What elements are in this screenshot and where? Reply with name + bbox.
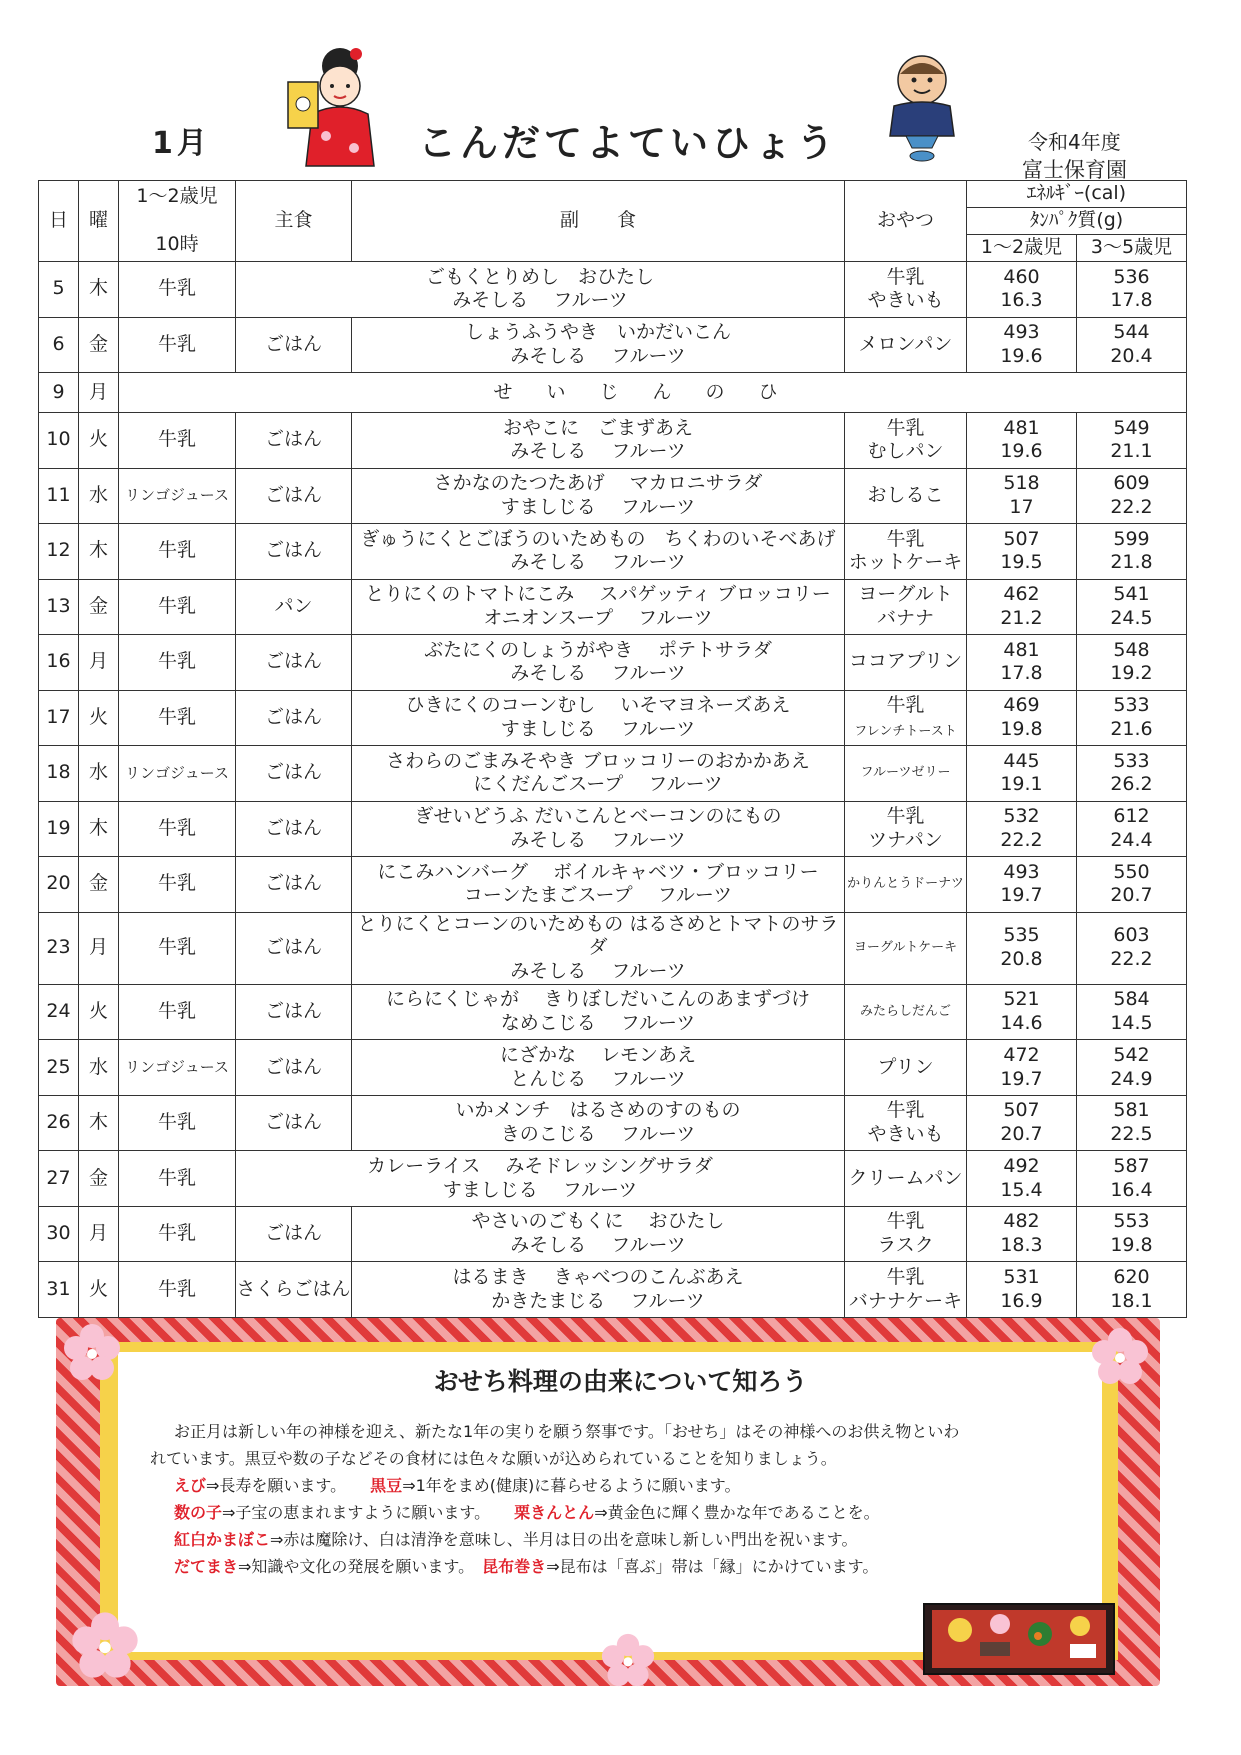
intro-line-1: お正月は新しい年の神様を迎え、新たな1年の実りを願う祭事です。「おせち」はその神様へのお供え物といわ [174, 1422, 960, 1441]
cell-10am-drink: 牛乳 [119, 635, 236, 691]
cell-10am-drink: 牛乳 [119, 317, 236, 373]
header-day: 日 [39, 181, 79, 262]
header-age-1-2: 1～2歳児 [967, 235, 1077, 262]
cell-10am-drink: 牛乳 [119, 579, 236, 635]
cell-weekday: 木 [79, 524, 119, 580]
cell-weekday: 月 [79, 635, 119, 691]
cell-weekday: 水 [79, 746, 119, 802]
cell-day: 13 [39, 579, 79, 635]
cell-age-3-5: 533 26.2 [1077, 746, 1187, 802]
cell-staple: ごはん [236, 746, 352, 802]
header-energy: ｴﾈﾙｷﾞｰ(cal) [967, 181, 1187, 208]
table-row [39, 524, 1187, 580]
cell-weekday: 金 [79, 579, 119, 635]
page-title: こんだてよていひょう [418, 121, 839, 165]
cell-age-1-2: 460 16.3 [967, 262, 1077, 318]
cell-day: 31 [39, 1262, 79, 1318]
table-row [39, 413, 1187, 469]
cell-weekday: 金 [79, 317, 119, 373]
cell-oyatsu: 牛乳 ラスク [845, 1206, 967, 1262]
cell-age-1-2: 535 20.8 [967, 912, 1077, 984]
cell-age-1-2: 531 16.9 [967, 1262, 1077, 1318]
cell-side-dish: ごもくとりめし おひたし みそしる フルーツ [236, 262, 845, 318]
cell-age-3-5: 612 24.4 [1077, 801, 1187, 857]
cell-age-1-2: 532 22.2 [967, 801, 1077, 857]
cell-day: 18 [39, 746, 79, 802]
cell-staple: ごはん [236, 317, 352, 373]
cell-age-1-2: 481 17.8 [967, 635, 1077, 691]
table-row [39, 1262, 1187, 1318]
cell-age-1-2: 462 21.2 [967, 579, 1077, 635]
cell-oyatsu: 牛乳 むしパン [845, 413, 967, 469]
osechi-box-illustration [920, 1590, 1120, 1676]
cell-day: 19 [39, 801, 79, 857]
header-protein: ﾀﾝﾊﾟｸ質(g) [967, 208, 1187, 235]
info-line-ebi: えび⇒長寿を願います。 黒豆⇒1年をまめ(健康)に暮らせるように願います。 [174, 1476, 741, 1495]
cell-oyatsu: プリン [845, 1040, 967, 1096]
cell-staple: ごはん [236, 1206, 352, 1262]
cell-oyatsu: フルーツゼリー [845, 746, 967, 802]
cell-day: 27 [39, 1151, 79, 1207]
cell-oyatsu: ヨーグルト バナナ [845, 579, 967, 635]
cell-age-3-5: 587 16.4 [1077, 1151, 1187, 1207]
cell-day: 17 [39, 690, 79, 746]
table-row [39, 262, 1187, 318]
cell-age-3-5: 549 21.1 [1077, 413, 1187, 469]
cell-10am-drink: 牛乳 [119, 262, 236, 318]
cell-10am-drink: 牛乳 [119, 1206, 236, 1262]
table-row [39, 857, 1187, 913]
table-row [39, 317, 1187, 373]
cell-weekday: 水 [79, 1040, 119, 1096]
info-line-kazunoko: 数の子⇒子宝の恵まれますように願います。 栗きんとん⇒黄金色に輝く豊かな年であることを。 [174, 1503, 880, 1522]
cell-day: 26 [39, 1095, 79, 1151]
table-row [39, 690, 1187, 746]
table-row [39, 1040, 1187, 1096]
cell-oyatsu: おしるこ [845, 468, 967, 524]
table-body [39, 262, 1187, 1318]
cell-day: 25 [39, 1040, 79, 1096]
cell-day: 10 [39, 413, 79, 469]
cell-staple: ごはん [236, 413, 352, 469]
cell-day: 12 [39, 524, 79, 580]
cell-holiday: せいじんのひ [119, 373, 1187, 413]
cell-10am-drink: 牛乳 [119, 524, 236, 580]
cell-10am-drink: 牛乳 [119, 801, 236, 857]
cell-staple: ごはん [236, 468, 352, 524]
cell-day: 11 [39, 468, 79, 524]
cell-age-3-5: 609 22.2 [1077, 468, 1187, 524]
cell-age-1-2: 472 19.7 [967, 1040, 1077, 1096]
cell-age-3-5: 581 22.5 [1077, 1095, 1187, 1151]
cell-day: 23 [39, 912, 79, 984]
cell-age-1-2: 507 20.7 [967, 1095, 1077, 1151]
table-header [39, 181, 1187, 262]
cell-age-1-2: 482 18.3 [967, 1206, 1077, 1262]
cell-age-3-5: 599 21.8 [1077, 524, 1187, 580]
cell-age-3-5: 541 24.5 [1077, 579, 1187, 635]
cell-oyatsu: 牛乳 フレンチトースト [845, 690, 967, 746]
cell-10am-drink: 牛乳 [119, 984, 236, 1040]
cell-day: 6 [39, 317, 79, 373]
cell-staple: ごはん [236, 912, 352, 984]
cell-side-dish: さかなのたつたあげ マカロニサラダ すましじる フルーツ [352, 468, 845, 524]
cell-age-3-5: 542 24.9 [1077, 1040, 1187, 1096]
table-row [39, 801, 1187, 857]
cell-weekday: 木 [79, 1095, 119, 1151]
cell-10am-drink: 牛乳 [119, 1262, 236, 1318]
cell-weekday: 月 [79, 373, 119, 413]
table-row [39, 912, 1187, 984]
cell-weekday: 火 [79, 413, 119, 469]
table-row [39, 579, 1187, 635]
cell-day: 9 [39, 373, 79, 413]
cell-side-dish: さわらのごまみそやき ブロッコリーのおかかあえ にくだんごスープ フルーツ [352, 746, 845, 802]
cell-side-dish: やさいのごもくに おひたし みそしる フルーツ [352, 1206, 845, 1262]
cell-side-dish: とりにくのトマトにこみ スパゲッティ ブロッコリー オニオンスープ フルーツ [352, 579, 845, 635]
cell-oyatsu: 牛乳 ホットケーキ [845, 524, 967, 580]
cell-oyatsu: 牛乳 バナナケーキ [845, 1262, 967, 1318]
cell-side-dish: にこみハンバーグ ボイルキャベツ・ブロッコリー コーンたまごスープ フルーツ [352, 857, 845, 913]
boy-spinning-top-illustration [872, 48, 976, 166]
cell-oyatsu: クリームパン [845, 1151, 967, 1207]
cell-age-1-2: 493 19.6 [967, 317, 1077, 373]
info-title: おせち料理の由来について知ろう [433, 1367, 808, 1396]
cell-age-1-2: 507 19.5 [967, 524, 1077, 580]
cell-weekday: 水 [79, 468, 119, 524]
intro-line-2: れています。黒豆や数の子などその食材には色々な願いが込められていることを知りましょう。 [150, 1449, 837, 1468]
cell-age-3-5: 584 14.5 [1077, 984, 1187, 1040]
cell-age-3-5: 544 20.4 [1077, 317, 1187, 373]
cell-age-3-5: 550 20.7 [1077, 857, 1187, 913]
cell-age-3-5: 536 17.8 [1077, 262, 1187, 318]
table-row [39, 746, 1187, 802]
cell-side-dish: とりにくとコーンのいためもの はるさめとトマトのサラダ みそしる フルーツ [352, 912, 845, 984]
cell-staple: ごはん [236, 1095, 352, 1151]
cell-oyatsu: みたらしだんご [845, 984, 967, 1040]
cell-side-dish: ぎせいどうふ だいこんとベーコンのにもの みそしる フルーツ [352, 801, 845, 857]
header-age-3-5: 3～5歳児 [1077, 235, 1187, 262]
cell-age-3-5: 548 19.2 [1077, 635, 1187, 691]
month-label: 1月 [152, 126, 211, 161]
cell-side-dish: にらにくじゃが きりぼしだいこんのあまずづけ なめこじる フルーツ [352, 984, 845, 1040]
cell-side-dish: ひきにくのコーンむし いそマヨネーズあえ すましじる フルーツ [352, 690, 845, 746]
cell-age-1-2: 518 17 [967, 468, 1077, 524]
plum-blossom-icon [600, 1632, 656, 1688]
info-line-datemaki: だてまき⇒知識や文化の発展を願います。 昆布巻き⇒昆布は「喜ぶ」帯は「縁」にかけています。 [174, 1557, 879, 1576]
cell-10am-drink: 牛乳 [119, 1095, 236, 1151]
cell-10am-drink: 牛乳 [119, 413, 236, 469]
header-weekday: 曜 [79, 181, 119, 262]
cell-weekday: 木 [79, 262, 119, 318]
cell-age-3-5: 603 22.2 [1077, 912, 1187, 984]
cell-side-dish: いかメンチ はるさめのすのもの きのこじる フルーツ [352, 1095, 845, 1151]
cell-oyatsu: 牛乳 やきいも [845, 262, 967, 318]
cell-10am-drink: リンゴジュース [119, 746, 236, 802]
cell-oyatsu: かりんとうドーナツ [845, 857, 967, 913]
cell-day: 5 [39, 262, 79, 318]
cell-side-dish: はるまき きゃべつのこんぶあえ かきたまじる フルーツ [352, 1262, 845, 1318]
cell-10am-drink: リンゴジュース [119, 1040, 236, 1096]
cell-weekday: 金 [79, 857, 119, 913]
cell-weekday: 木 [79, 801, 119, 857]
cell-staple: パン [236, 579, 352, 635]
info-text [150, 1418, 1050, 1580]
cell-day: 24 [39, 984, 79, 1040]
table-row [39, 635, 1187, 691]
cell-age-1-2: 521 14.6 [967, 984, 1077, 1040]
cell-age-1-2: 481 19.6 [967, 413, 1077, 469]
plum-blossom-icon [70, 1610, 140, 1680]
cell-day: 30 [39, 1206, 79, 1262]
cell-weekday: 火 [79, 1262, 119, 1318]
cell-oyatsu: 牛乳 やきいも [845, 1095, 967, 1151]
cell-staple: ごはん [236, 857, 352, 913]
cell-staple: さくらごはん [236, 1262, 352, 1318]
cell-weekday: 月 [79, 912, 119, 984]
info-line-kamaboko: 紅白かまぼこ⇒赤は魔除け、白は清浄を意味し、半月は日の出を意味し新しい門出を祝います。 [174, 1530, 858, 1549]
menu-table [38, 180, 1187, 1318]
cell-day: 16 [39, 635, 79, 691]
table-row [39, 1095, 1187, 1151]
cell-age-1-2: 492 15.4 [967, 1151, 1077, 1207]
cell-weekday: 金 [79, 1151, 119, 1207]
cell-age-3-5: 533 21.6 [1077, 690, 1187, 746]
girl-kimono-illustration [282, 44, 390, 174]
cell-side-dish: おやこに ごまずあえ みそしる フルーツ [352, 413, 845, 469]
cell-age-1-2: 493 19.7 [967, 857, 1077, 913]
header [0, 0, 1241, 180]
cell-10am-drink: 牛乳 [119, 690, 236, 746]
cell-10am-drink: リンゴジュース [119, 468, 236, 524]
cell-weekday: 火 [79, 690, 119, 746]
cell-10am-drink: 牛乳 [119, 912, 236, 984]
cell-weekday: 月 [79, 1206, 119, 1262]
header-staple: 主食 [236, 181, 352, 262]
table-row [39, 1206, 1187, 1262]
cell-age-3-5: 553 19.8 [1077, 1206, 1187, 1262]
cell-oyatsu: ヨーグルトケーキ [845, 912, 967, 984]
cell-side-dish: ぎゅうにくとごぼうのいためもの ちくわのいそべあげ みそしる フルーツ [352, 524, 845, 580]
cell-side-dish: にざかな レモンあえ とんじる フルーツ [352, 1040, 845, 1096]
cell-weekday: 火 [79, 984, 119, 1040]
cell-oyatsu: ココアプリン [845, 635, 967, 691]
cell-side-dish: しょうふうやき いかだいこん みそしる フルーツ [352, 317, 845, 373]
header-side-dish: 副 食 [352, 181, 845, 262]
table-row [39, 984, 1187, 1040]
cell-age-1-2: 445 19.1 [967, 746, 1077, 802]
cell-age-1-2: 469 19.8 [967, 690, 1077, 746]
cell-staple: ごはん [236, 984, 352, 1040]
cell-staple: ごはん [236, 635, 352, 691]
table-row [39, 1151, 1187, 1207]
cell-staple: ごはん [236, 690, 352, 746]
cell-oyatsu: 牛乳 ツナパン [845, 801, 967, 857]
cell-day: 20 [39, 857, 79, 913]
cell-side-dish: カレーライス みそドレッシングサラダ すましじる フルーツ [236, 1151, 845, 1207]
cell-staple: ごはん [236, 524, 352, 580]
cell-10am-drink: 牛乳 [119, 1151, 236, 1207]
header-10am-drink: 1～2歳児 10時 [119, 181, 236, 262]
cell-10am-drink: 牛乳 [119, 857, 236, 913]
table-row [39, 468, 1187, 524]
cell-oyatsu: メロンパン [845, 317, 967, 373]
school-name: 富士保育園 [1022, 158, 1127, 182]
cell-staple: ごはん [236, 801, 352, 857]
cell-staple: ごはん [236, 1040, 352, 1096]
cell-side-dish: ぶたにくのしょうがやき ポテトサラダ みそしる フルーツ [352, 635, 845, 691]
table-row [39, 373, 1187, 413]
fiscal-year: 令和4年度 [1028, 130, 1121, 154]
cell-age-3-5: 620 18.1 [1077, 1262, 1187, 1318]
header-oyatsu: おやつ [845, 181, 967, 262]
